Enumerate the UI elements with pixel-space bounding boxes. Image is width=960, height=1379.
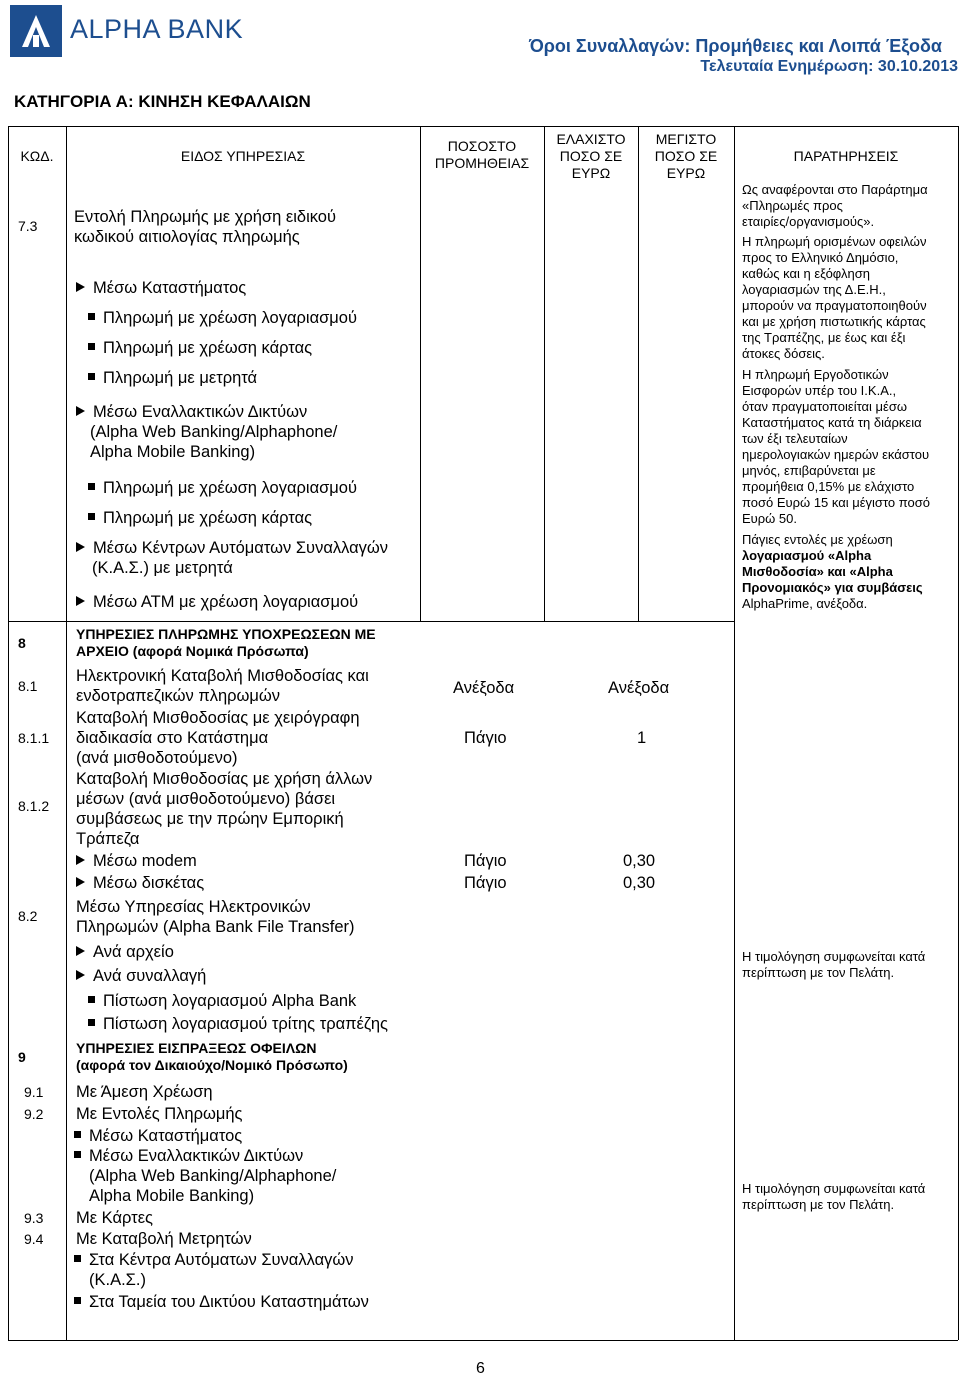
triangle-bullet-icon bbox=[76, 970, 85, 980]
square-bullet-icon bbox=[74, 1131, 81, 1138]
list-item: Μέσω Κέντρων Αυτόματων Συναλλαγών (Κ.Α.Σ.) με μετρητά bbox=[76, 538, 388, 578]
triangle-bullet-icon bbox=[76, 406, 85, 416]
square-bullet-icon bbox=[88, 313, 95, 320]
triangle-bullet-icon bbox=[76, 282, 85, 292]
row-code: 9.2 bbox=[24, 1106, 44, 1122]
row-code: 8.1 bbox=[18, 678, 38, 694]
row-code: 9.4 bbox=[24, 1231, 44, 1247]
square-bullet-icon bbox=[74, 1255, 81, 1262]
row-code: 9.3 bbox=[24, 1210, 44, 1226]
header-min: ΕΛΑΧΙΣΤΟ ΠΟΣΟ ΣΕ ΕΥΡΩ bbox=[556, 131, 626, 181]
list-item: Ανά συναλλαγή bbox=[76, 966, 206, 986]
category-title: ΚΑΤΗΓΟΡΙΑ Α: ΚΙΝΗΣΗ ΚΕΦΑΛΑΙΩΝ bbox=[14, 92, 311, 111]
column-divider bbox=[734, 126, 735, 1340]
list-item: Μέσω Εναλλακτικών Δικτύων (Alpha Web Banking/Alphaphone/ Alpha Mobile Banking) bbox=[76, 402, 337, 462]
min-value: Ανέξοδα bbox=[608, 679, 670, 697]
square-bullet-icon bbox=[88, 1019, 95, 1026]
column-divider bbox=[420, 126, 421, 621]
square-bullet-icon bbox=[88, 513, 95, 520]
list-item: Μέσω Καταστήματος bbox=[76, 278, 246, 298]
triangle-bullet-icon bbox=[76, 855, 85, 865]
min-value: 1 bbox=[637, 729, 647, 747]
section-title: ΥΠΗΡΕΣΙΕΣ ΠΛΗΡΩΜΗΣ ΥΠΟΧΡΕΩΣΕΩΝ ΜΕ ΑΡΧΕΙΟ (αφορά Νομικά Πρόσωπα) bbox=[76, 626, 376, 659]
service-title: Εντολή Πληρωμής με χρήση ειδικού κωδικού αιτιολογίας πληρωμής bbox=[74, 208, 336, 246]
list-item: Στα Ταμεία του Δικτύου Καταστημάτων bbox=[74, 1292, 369, 1312]
service-text: Ηλεκτρονική Καταβολή Μισθοδοσίας και ενδοτραπεζικών πληρωμών bbox=[76, 667, 369, 705]
document-title: Όροι Συναλλαγών: Προμήθειες και Λοιπά Έξοδα bbox=[528, 36, 942, 56]
brand-name: ALPHA BANK bbox=[70, 14, 244, 44]
min-value: 0,30 bbox=[623, 852, 656, 870]
notes-cell: Ως αναφέρονται στο Παράρτημα «Πληρωμές προς εταιρίες/οργανισμούς». Η πληρωμή ορισμένων οφειλών προς το Ελληνικό Δημόσιο, καθώς και η εξόφληση λογαριασμών της Δ.Ε.Η., μπορούν να πραγματοποιηθούν και με χρήση πιστωτικής κάρτας της Τραπέζης, με έως και έξι άτοκες δόσεις. Η πληρωμή Εργοδοτικών Εισφορών υπέρ του Ι.Κ.Α., όταν πραγματοποιείται μέσω Καταστήματος κατά τη διάρκεια των έξι τελευταίων ημερολογιακών ημερών εκάστου μηνός, επιβαρύνεται με προμήθεια 0,15% με ελάχιστο ποσό Ευρώ 15 και μέγιστο ποσό Ευρώ 50. Πάγιες εντολές με χρέωση λογαριασμού «Alpha Μισθοδοσία» και «Alpha Προνομιακός» για συμβάσεις AlphaPrime, ανέξοδα. bbox=[742, 182, 931, 611]
notes-cell: Η τιμολόγηση συμφωνείται κατά περίπτωση με τον Πελάτη. bbox=[742, 949, 926, 980]
row-code: 8.1.2 bbox=[18, 798, 50, 814]
list-item: Πληρωμή με χρέωση κάρτας bbox=[88, 508, 312, 528]
list-item: Πληρωμή με μετρητά bbox=[88, 368, 257, 388]
table-left-border bbox=[8, 126, 9, 1340]
service-text: Καταβολή Μισθοδοσίας με χειρόγραφη διαδικασία στο Κατάστημα (ανά μισθοδοτούμενο) bbox=[76, 709, 360, 767]
row-divider bbox=[8, 621, 734, 622]
list-item: Μέσω modem bbox=[76, 851, 197, 871]
min-value: 0,30 bbox=[623, 874, 656, 892]
percent-value: Πάγιο bbox=[464, 874, 507, 892]
list-item: Πίστωση λογαριασμού τρίτης τραπέζης bbox=[88, 1014, 388, 1034]
list-item: Πληρωμή με χρέωση λογαριασμού bbox=[88, 478, 357, 498]
list-item: Ανά αρχείο bbox=[76, 942, 174, 962]
service-text: Καταβολή Μισθοδοσίας με χρήση άλλων μέσων (ανά μισθοδοτούμενο) βάσει συμβάσεως με την πρώην Εμπορική Τράπεζα bbox=[76, 770, 373, 848]
service-text: Με Κάρτες bbox=[76, 1209, 154, 1227]
triangle-bullet-icon bbox=[76, 877, 85, 887]
square-bullet-icon bbox=[74, 1297, 81, 1304]
square-bullet-icon bbox=[74, 1151, 81, 1158]
square-bullet-icon bbox=[88, 343, 95, 350]
percent-value: Πάγιο bbox=[464, 729, 507, 747]
header-service-type: ΕΙΔΟΣ ΥΠΗΡΕΣΙΑΣ bbox=[180, 148, 306, 164]
square-bullet-icon bbox=[88, 373, 95, 380]
list-item: Πληρωμή με χρέωση κάρτας bbox=[88, 338, 312, 358]
table-top-border bbox=[8, 126, 958, 127]
list-item: Μέσω ΑΤΜ με χρέωση λογαριασμού bbox=[76, 592, 358, 612]
row-code: 8.2 bbox=[18, 908, 38, 924]
percent-value: Πάγιο bbox=[464, 852, 507, 870]
column-divider bbox=[638, 126, 639, 621]
header-notes: ΠΑΡΑΤΗΡΗΣΕΙΣ bbox=[793, 148, 899, 164]
header-code: ΚΩΔ. bbox=[20, 148, 54, 164]
list-item: Πίστωση λογαριασμού Alpha Bank bbox=[88, 991, 356, 1011]
service-text: Με Εντολές Πληρωμής bbox=[76, 1105, 243, 1123]
list-item: Στα Κέντρα Αυτόματων Συναλλαγών (Κ.Α.Σ.) bbox=[74, 1250, 354, 1290]
service-text: Με Άμεση Χρέωση bbox=[76, 1083, 213, 1101]
triangle-bullet-icon bbox=[76, 946, 85, 956]
list-item: Μέσω δισκέτας bbox=[76, 873, 204, 893]
row-code: 8.1.1 bbox=[18, 730, 50, 746]
list-item: Πληρωμή με χρέωση λογαριασμού bbox=[88, 308, 357, 328]
triangle-bullet-icon bbox=[76, 596, 85, 606]
page-number: 6 bbox=[476, 1360, 485, 1377]
row-code: 8 bbox=[18, 635, 26, 651]
list-item: Μέσω Καταστήματος bbox=[74, 1126, 242, 1146]
row-code: 7.3 bbox=[18, 218, 38, 234]
list-item: Μέσω Εναλλακτικών Δικτύων (Alpha Web Banking/Alphaphone/ Alpha Mobile Banking) bbox=[74, 1146, 336, 1206]
notes-cell: Η τιμολόγηση συμφωνείται κατά περίπτωση με τον Πελάτη. bbox=[742, 1181, 926, 1212]
service-text: Με Καταβολή Μετρητών bbox=[76, 1230, 252, 1248]
table-bottom-border bbox=[8, 1340, 958, 1341]
row-code: 9 bbox=[18, 1049, 26, 1065]
row-code: 9.1 bbox=[24, 1084, 44, 1100]
column-divider bbox=[544, 126, 545, 621]
header-percent: ΠΟΣΟΣΤΟ ΠΡΟΜΗΘΕΙΑΣ bbox=[434, 138, 530, 171]
alpha-bank-logo-icon bbox=[10, 5, 62, 57]
percent-value: Ανέξοδα bbox=[453, 679, 515, 697]
column-divider bbox=[66, 126, 67, 1340]
square-bullet-icon bbox=[88, 996, 95, 1003]
triangle-bullet-icon bbox=[76, 542, 85, 552]
header-max: ΜΕΓΙΣΤΟ ΠΟΣΟ ΣΕ ΕΥΡΩ bbox=[654, 131, 718, 181]
service-text: Μέσω Υπηρεσίας Ηλεκτρονικών Πληρωμών (Alpha Bank File Transfer) bbox=[76, 898, 355, 936]
section-title: ΥΠΗΡΕΣΙΕΣ ΕΙΣΠΡΑΞΕΩΣ ΟΦΕΙΛΩΝ (αφορά τον Δικαιούχο/Νομικό Πρόσωπο) bbox=[76, 1040, 348, 1073]
last-updated: Τελευταία Ενημέρωση: 30.10.2013 bbox=[700, 58, 958, 75]
table-right-border bbox=[958, 126, 959, 1340]
square-bullet-icon bbox=[88, 483, 95, 490]
